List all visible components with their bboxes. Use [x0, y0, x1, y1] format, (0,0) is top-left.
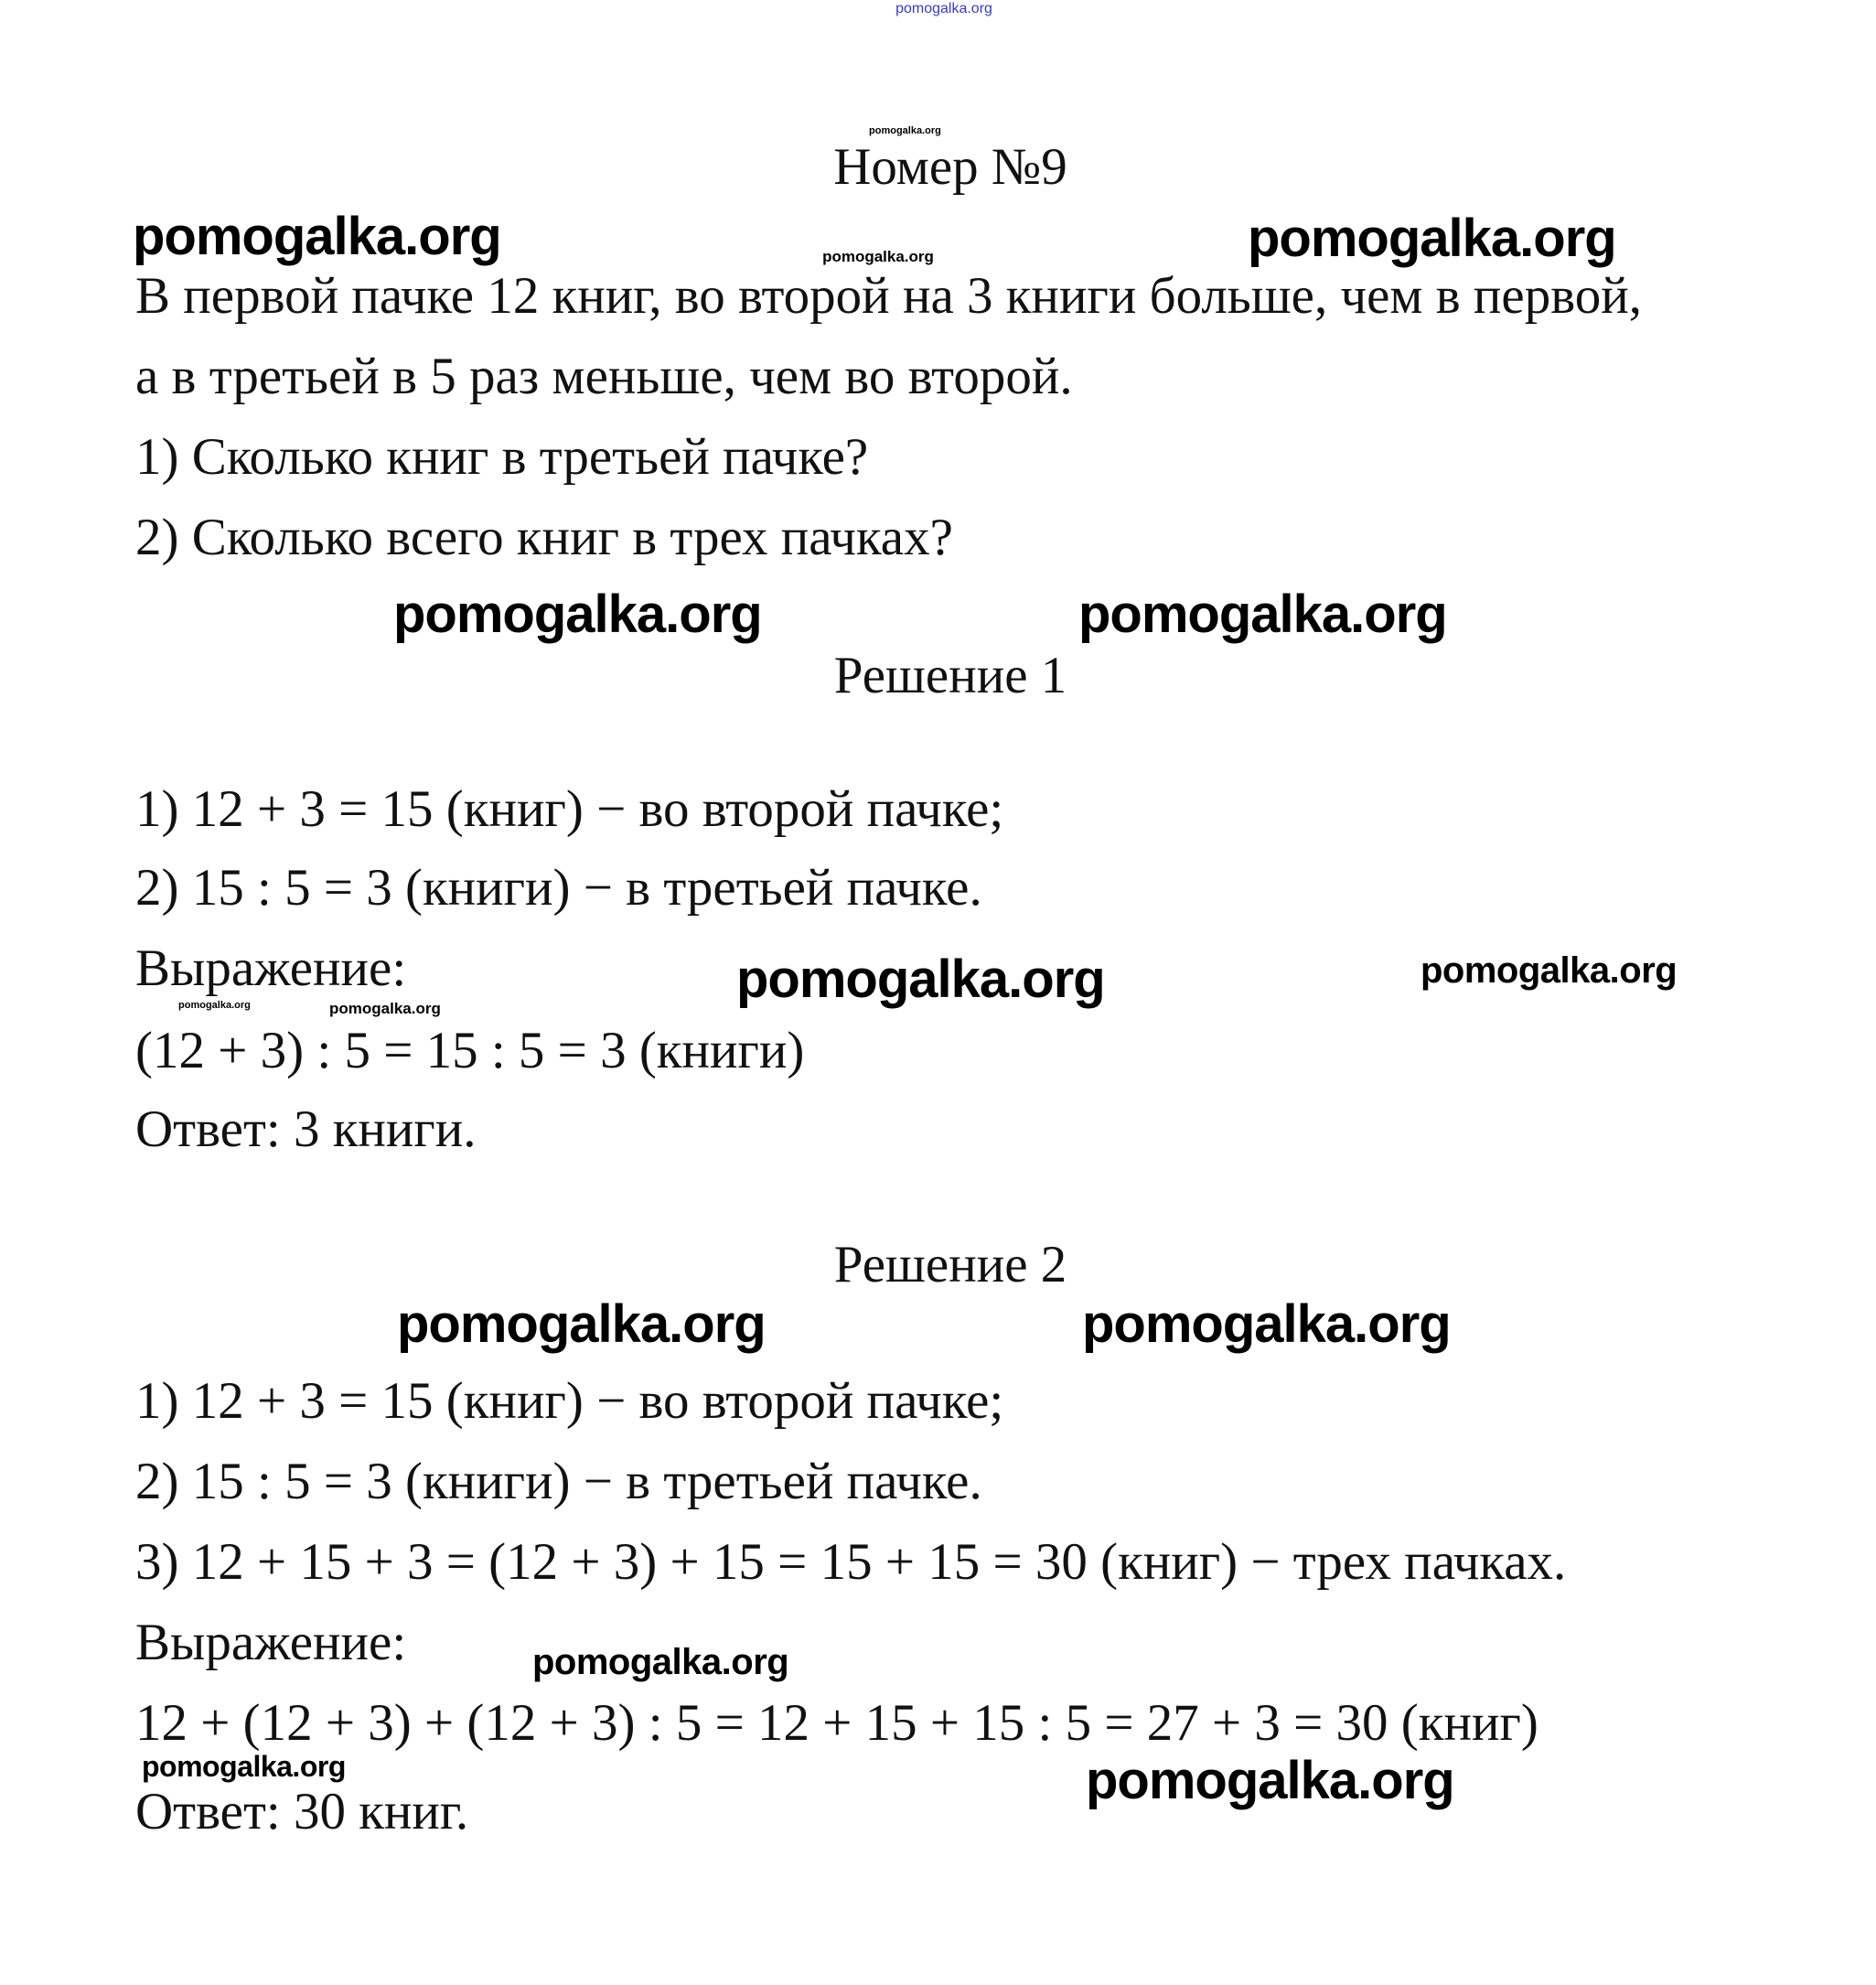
- expression-label: Выражение:: [135, 939, 407, 997]
- watermark: pomogalka.org: [1420, 950, 1678, 991]
- watermark: pomogalka.org: [178, 1000, 251, 1011]
- watermark: pomogalka.org: [397, 1294, 766, 1354]
- watermark: pomogalka.org: [869, 125, 941, 136]
- solution-step: 1) 12 + 3 = 15 (книг) − во второй пачке;: [135, 1372, 1004, 1430]
- problem-question: 1) Сколько книг в третьей пачке?: [135, 428, 869, 486]
- solution-step: 1) 12 + 3 = 15 (книг) − во второй пачке;: [135, 780, 1004, 838]
- watermark: pomogalka.org: [532, 1642, 789, 1682]
- solution-step: 2) 15 : 5 = 3 (книги) − в третьей пачке.: [135, 1453, 982, 1510]
- watermark: pomogalka.org: [329, 1000, 441, 1017]
- problem-line: а в третьей в 5 раз меньше, чем во второй.: [135, 348, 1073, 405]
- watermark: pomogalka.org: [142, 1750, 346, 1783]
- expression: (12 + 3) : 5 = 15 : 5 = 3 (книги): [135, 1022, 805, 1079]
- watermark: pomogalka.org: [133, 207, 501, 266]
- answer: Ответ: 30 книг.: [135, 1783, 469, 1840]
- answer: Ответ: 3 книги.: [135, 1100, 477, 1158]
- solution-heading: Решение 2: [833, 1236, 1067, 1293]
- watermark-top: pomogalka.org: [895, 1, 992, 16]
- expression-label: Выражение:: [135, 1614, 407, 1671]
- solution-step: 2) 15 : 5 = 3 (книги) − в третьей пачке.: [135, 859, 982, 917]
- watermark: pomogalka.org: [1082, 1294, 1451, 1354]
- watermark: pomogalka.org: [822, 248, 934, 265]
- expression: 12 + (12 + 3) + (12 + 3) : 5 = 12 + 15 + 15 : 5 = 27 + 3 = 30 (книг): [135, 1694, 1538, 1752]
- page-title: Номер №9: [833, 138, 1067, 196]
- watermark: pomogalka.org: [393, 585, 762, 644]
- solution-step: 3) 12 + 15 + 3 = (12 + 3) + 15 = 15 + 15 = 30 (книг) − трех пачках.: [135, 1533, 1567, 1591]
- solution-heading: Решение 1: [833, 647, 1067, 704]
- watermark: pomogalka.org: [736, 950, 1105, 1009]
- problem-line: В первой пачке 12 книг, во второй на 3 книги больше, чем в первой,: [135, 267, 1642, 325]
- watermark: pomogalka.org: [1078, 585, 1447, 644]
- watermark: pomogalka.org: [1086, 1751, 1454, 1810]
- watermark: pomogalka.org: [1248, 209, 1616, 268]
- problem-question: 2) Сколько всего книг в трех пачках?: [135, 509, 953, 566]
